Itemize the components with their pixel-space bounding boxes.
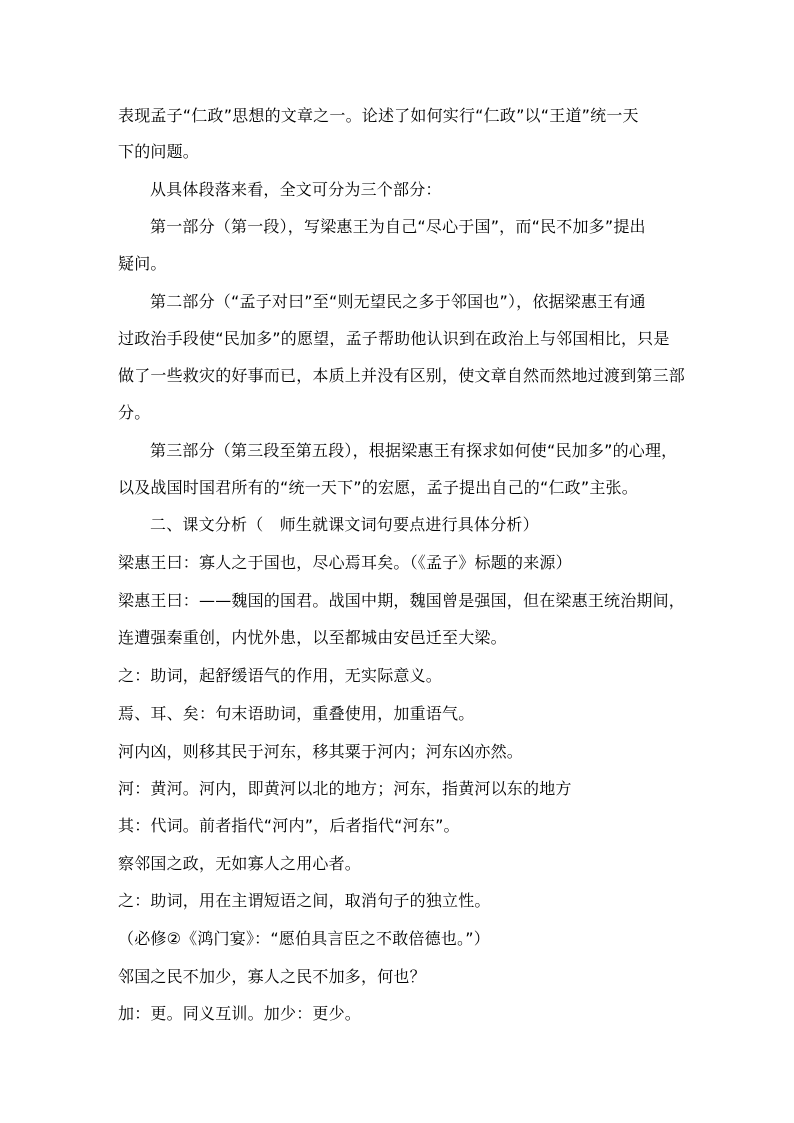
body-text-line: 其：代词。前者指代“河内”，后者指代“河东”。 bbox=[118, 816, 460, 835]
body-text-line: 第二部分（“孟子对曰”至“则无望民之多于邻国也”），依据梁惠王有通 bbox=[150, 292, 646, 311]
body-text-line: 之：助词，用在主谓短语之间，取消句子的独立性。 bbox=[118, 891, 491, 910]
body-text-line: 察邻国之政，无如寡人之用心者。 bbox=[118, 854, 362, 873]
body-text-line: 过政治手段使“民加多”的愿望，孟子帮助他认识到在政治上与邻国相比，只是 bbox=[118, 329, 670, 348]
body-text-line: 以及战国时国君所有的“统一天下”的宏愿，孟子提出自己的“仁政”主张。 bbox=[118, 478, 638, 497]
body-text-line: 第三部分（第三段至第五段），根据梁惠王有探求如何使“民加多”的心理， bbox=[150, 441, 678, 460]
body-text-line: 焉、耳、矣：句末语助词，重叠使用，加重语气。 bbox=[118, 704, 475, 723]
body-text-line: 下的问题。 bbox=[118, 142, 200, 161]
body-text-line: 邻国之民不加少，寡人之民不加多，何也？ bbox=[118, 967, 426, 986]
body-text-line: 第一部分（第一段），写梁惠王为自己“尽心于国”，而“民不加多”提出 bbox=[150, 217, 646, 236]
body-text-line: （必修②《鸿门宴》：“愿伯具言臣之不敢倍德也。”） bbox=[118, 929, 490, 948]
body-text-line: 疑问。 bbox=[118, 254, 167, 273]
body-text-line: 分。 bbox=[118, 403, 151, 422]
body-text-line: 河：黄河。河内，即黄河以北的地方；河东，指黄河以东的地方 bbox=[118, 779, 572, 798]
body-text-line: 表现孟子“仁政”思想的文章之一。论述了如何实行“仁政”以“王道”统一天 bbox=[118, 106, 639, 125]
body-text-line: 加：更。同义互训。加少：更少。 bbox=[118, 1004, 362, 1023]
body-text-line: 连遭强秦重创，内忧外患，以至都城由安邑迁至大梁。 bbox=[118, 628, 507, 647]
body-text-line: 之：助词，起舒缓语气的作用，无实际意义。 bbox=[118, 666, 443, 685]
section-heading: 二、课文分析（ 师生就课文词句要点进行具体分析） bbox=[150, 515, 539, 534]
body-text-line: 做了一些救灾的好事而已，本质上并没有区别，使文章自然而然地过渡到第三部 bbox=[118, 366, 686, 385]
body-text-line: 梁惠王曰：——魏国的国君。战国中期，魏国曾是强国，但在梁惠王统治期间， bbox=[118, 591, 686, 610]
body-text-line: 梁惠王曰：寡人之于国也，尽心焉耳矣。（《孟子》标题的来源） bbox=[118, 553, 572, 572]
body-text-line: 河内凶，则移其民于河东，移其粟于河内；河东凶亦然。 bbox=[118, 742, 524, 761]
body-text-line: 从具体段落来看，全文可分为三个部分： bbox=[150, 180, 442, 199]
